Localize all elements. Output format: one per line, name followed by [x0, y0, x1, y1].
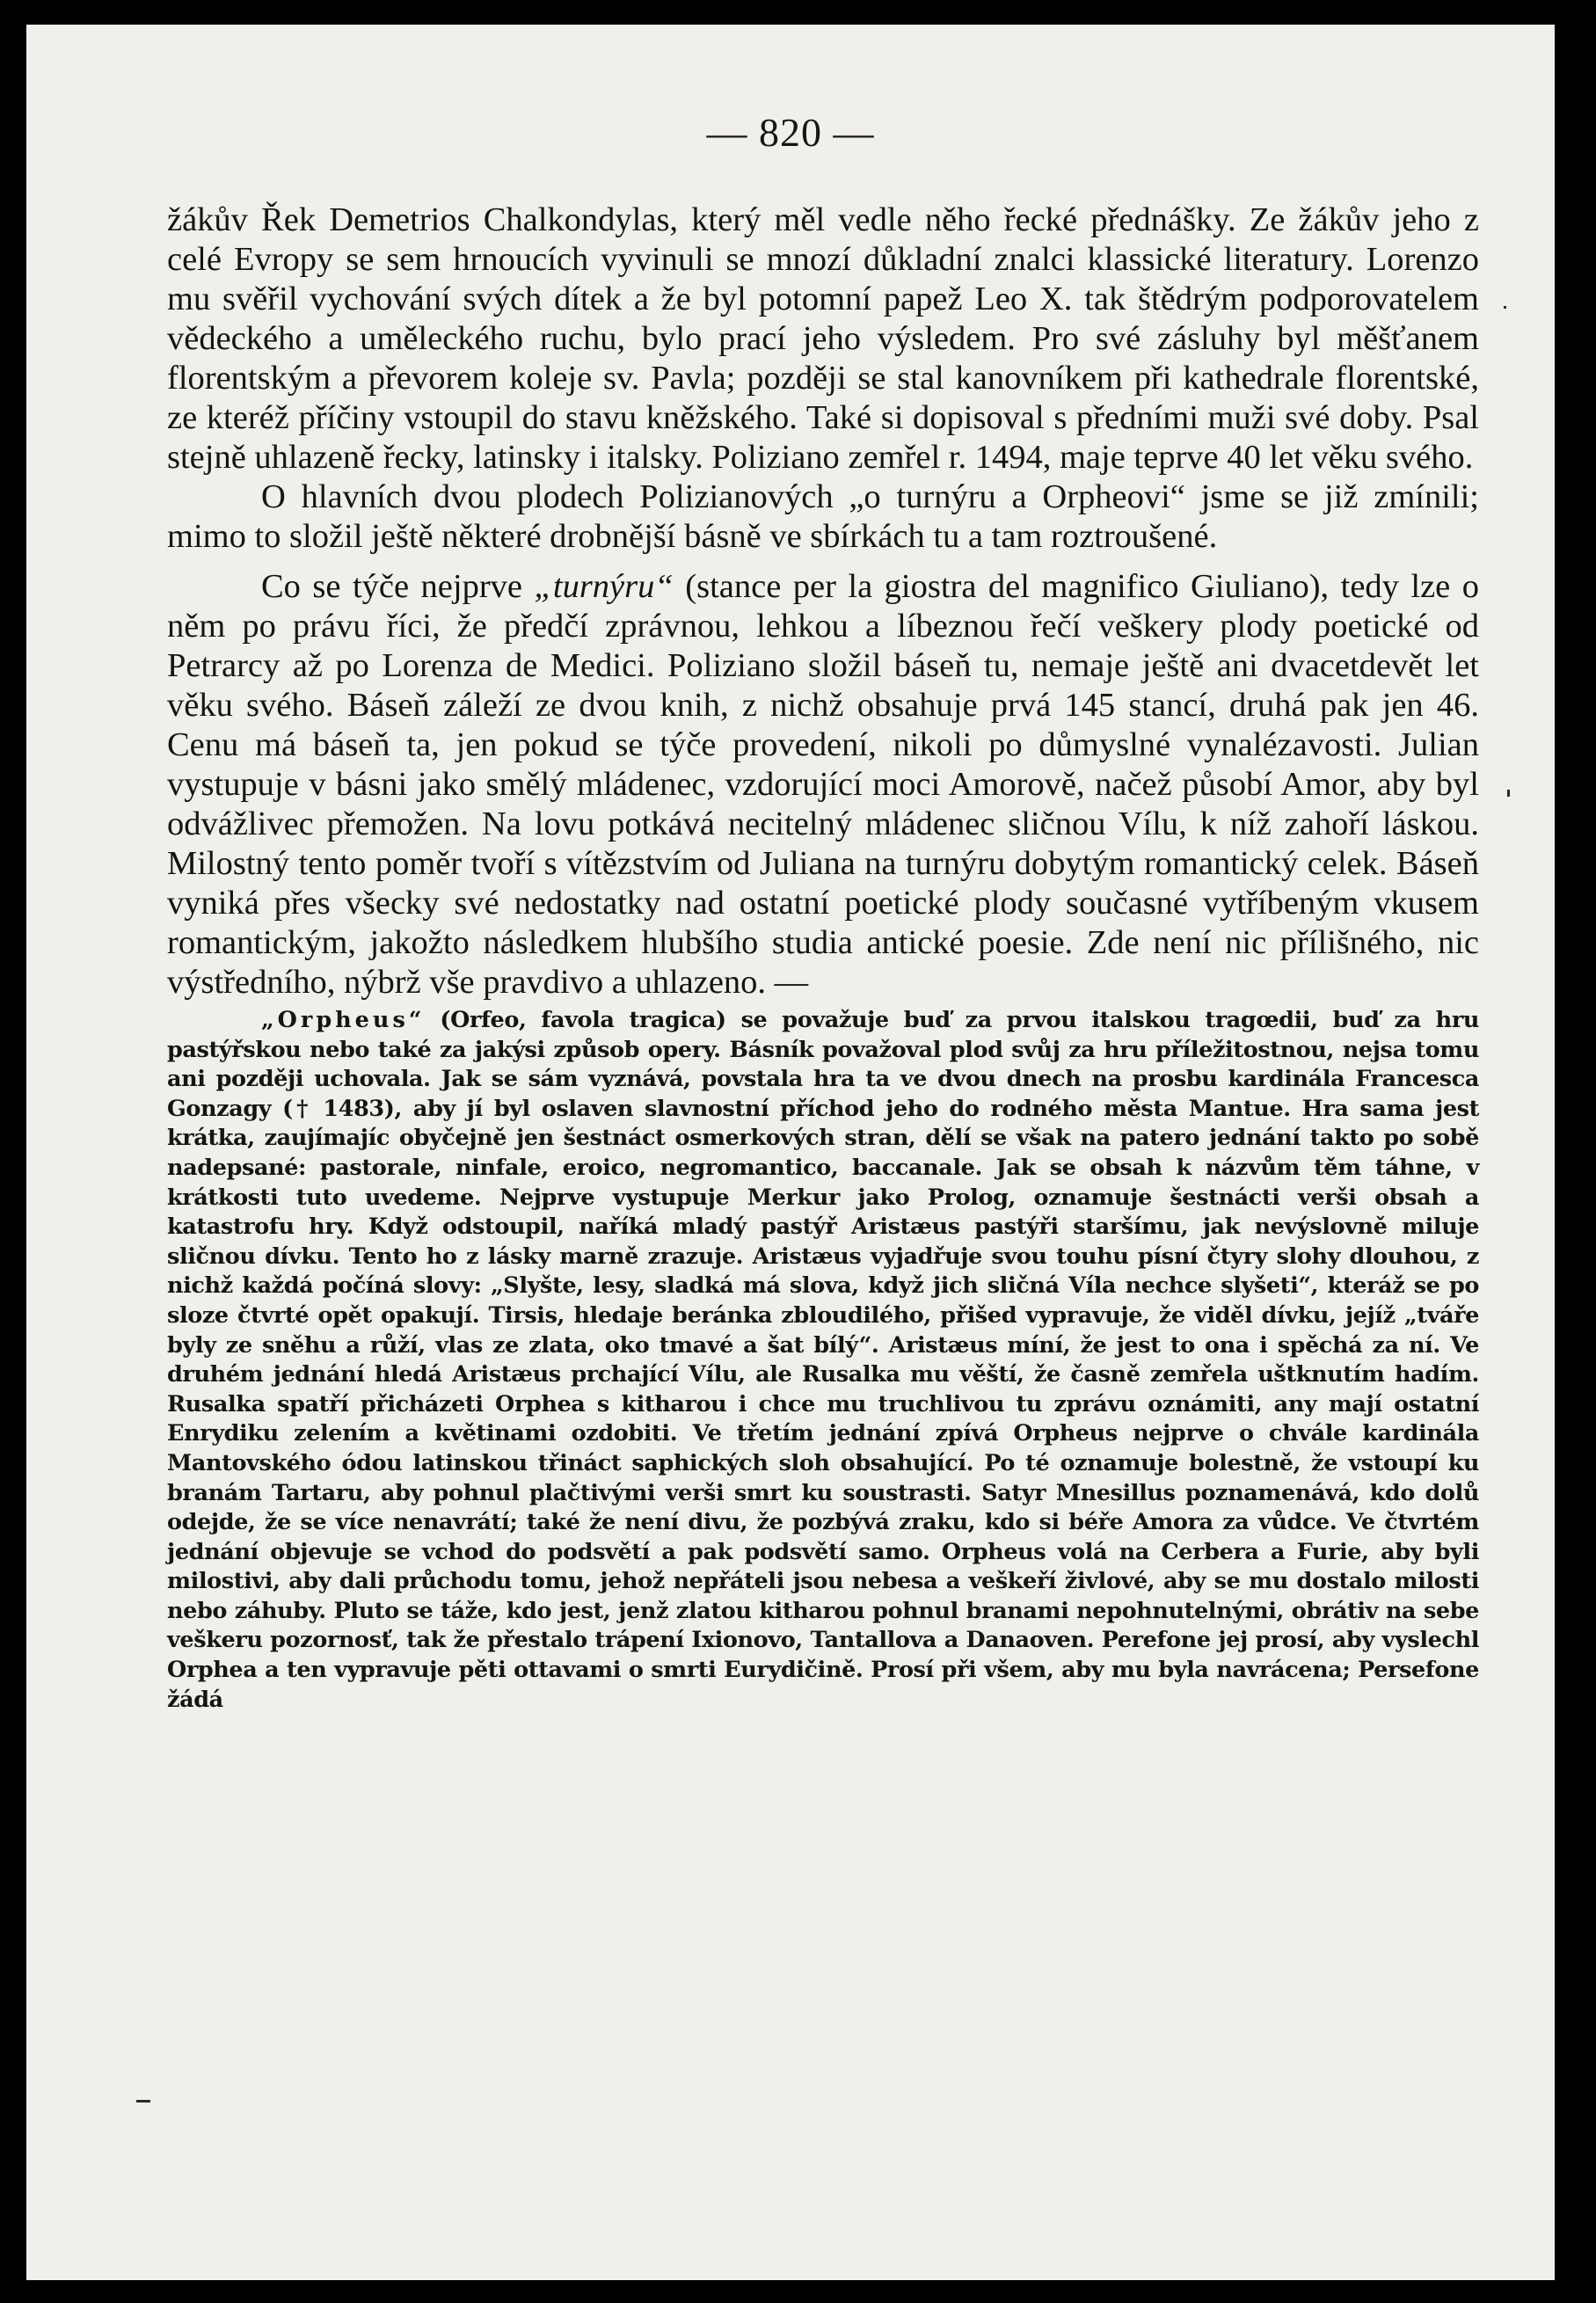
- paragraph-1: žákův Řek Demetrios Chalkondylas, který měl vedle něho řecké přednášky. Ze žákův jeho z celé Evropy se sem hrnoucích vyvinuli se mnozí důkladní znalci klassické literatury. Lorenzo mu svěřil vychování svých dítek a že byl potomní papež Leo X. tak štědrým podporovatelem vědeckého a uměleckého ruchu, bylo prací jeho výsledem. Pro své zásluhy byl měšťanem florentským a převorem koleje sv. Pavla; později se stal kanovníkem při kathedrale florentské, ze kteréž příčiny vstoupil do stavu kněžského. Také si dopisoval s předními muži své doby. Psal stejně uhlazeně řecky, latinsky i italsky. Poliziano zemřel r. 1494, maje teprve 40 let věku svého.: [167, 201, 1479, 476]
- scan-speck: [1504, 306, 1506, 309]
- small-print-section: [167, 1006, 1479, 1715]
- scan-speck: [1507, 790, 1510, 797]
- orpheus-text: (Orfeo, favola tragica) se považuje buď za prvou italskou tragœdii, buď za hru pastýřskou nebo také za jakýsi způsob opery. Básník považoval plod svůj za hru příležitostnou, nejsa tomu ani později uchovala. Jak se sám vyznává, povstala hra ta ve dvou dnech na prosbu kardinála Francesca Gonzagy († 1483), aby jí byl oslaven slavnostní příchod jeho do rodného města Mantue. Hra sama jest krátka, zaujímajíc obyčejně jen šestnáct osmerkových stran, dělí se však na patero jednání takto po sobě nadepsané: pastorale, ninfale, eroico, negromantico, baccanale. Jak se obsah k názvům těm táhne, v krátkosti tuto uvedeme. Nejprve vystupuje Merkur jako Prolog, oznamuje šestnácti verši obsah a katastrofu hry. Když odstoupil, naříká mladý pastýř Aristæus pastýři staršímu, jak nevýslovně miluje sličnou dívku. Tento ho z lásky marně zrazuje. Aristæus vyjadřuje svou touhu písní čtyry slohy dlouhou, z nichž každá počíná slovy: „Slyšte, lesy, sladká má slova, když jich sličná Víla nechce slyšeti“, kteráž se po sloze čtvrté opět opakují. Tirsis, hledaje beránka zbloudilého, přišed vypravuje, že viděl dívku, jejíž „tváře byly ze sněhu a růží, vlas ze zlata, oko tmavé a šat bílý“. Aristæus míní, že jest to ona i spěchá za ní. Ve druhém jednání hledá Aristæus prchající Vílu, ale Rusalka mu věští, že časně zemřela uštknutím hadím. Rusalka spatří přicházeti Orphea s kitharou i chce mu truchlivou tu zprávu oznámiti, any mají ostatní Enrydiku zelením a květinami ozdobiti. Ve třetím jednání zpívá Orpheus nejprve o chvále kardinála Mantovského ódou latinskou třináct saphických sloh obsahující. Po té oznamuje bolestně, že vstoupí ku branám Tartaru, aby pohnul plačtivými verši smrt ku soustrasti. Satyr Mnesillus poznamenává, kdo dolů odejde, že se více nenavrátí; také že není divu, že pozbývá zraku, kdo si béře Amora za vůdce. Ve čtvrtém jednání objevuje se vchod do podsvětí a pak podsvětí samo. Orpheus volá na Cerbera a Furie, aby byli milostivi, aby dali průchodu tomu, jehož nepřáteli jsou nebesa a veškeří živlové, aby se mu dostalo milosti nebo záhuby. Pluto se táže, kdo jest, jenž zlatou kitharou pohnul branami nepohnutelnými, obrátiv na sebe veškeru pozornosť, tak že přestalo trápení Ixionovo, Tantallova a Danaoven. Perefone jej prosí, aby vyslechl Orphea a ten vypravuje pěti ottavami o smrti Eurydičině. Prosí při všem, aby mu byla navrácena; Persefone žádá: [167, 1007, 1479, 1713]
- emphasis-turnyru: „turnýru“: [534, 568, 674, 605]
- main-text: [167, 200, 1479, 1002]
- orpheus-title: „Orpheus“: [261, 1007, 426, 1033]
- paragraph-3: [167, 567, 1479, 1002]
- paragraph-2: O hlavních dvou plodech Polizianových „o turnýru a Orpheovi“ jsme se již zmínili; mimo to složil ještě některé drobnější básně ve sbírkách tu a tam roztroušené.: [167, 478, 1479, 555]
- scan-speck: [136, 2100, 150, 2103]
- orpheus-paragraph: [167, 1006, 1479, 1715]
- book-page: [26, 25, 1555, 2280]
- paragraph-3-lead: Co se týče nejprve: [261, 568, 535, 605]
- paragraph-3-rest: (stance per la giostra del magnifico Giuliano), tedy lze o něm po právu říci, že předčí zprávnou, lehkou a líbeznou řečí veškery plody poetické od Petrarcy až po Lorenza de Medici. Poliziano složil báseň tu, nemaje ještě ani dvacetdevět let věku svého. Báseň záleží ze dvou knih, z nichž obsahuje prvá 145 stancí, druhá pak jen 46. Cenu má báseň ta, jen pokud se týče provedení, nikoli po důmyslné vynalézavosti. Julian vystupuje v básni jako smělý mládenec, vzdorující moci Amorově, načež působí Amor, aby byl odvážlivec přemožen. Na lovu potkává necitelný mládenec sličnou Vílu, k níž zahoří láskou. Milostný tento poměr tvoří s vítězstvím od Juliana na turnýru dobytým romantický celek. Báseň vyniká přes všecky své nedostatky nad ostatní poetické plody současné vytříbeným vkusem romantickým, jakožto následkem hlubšího studia antické poesie. Zde není nic přílišného, nic výstředního, nýbrž vše pravdivo a uhlazeno. —: [167, 568, 1479, 1001]
- page-body: [167, 200, 1479, 1715]
- page-number: — 820 —: [706, 110, 875, 155]
